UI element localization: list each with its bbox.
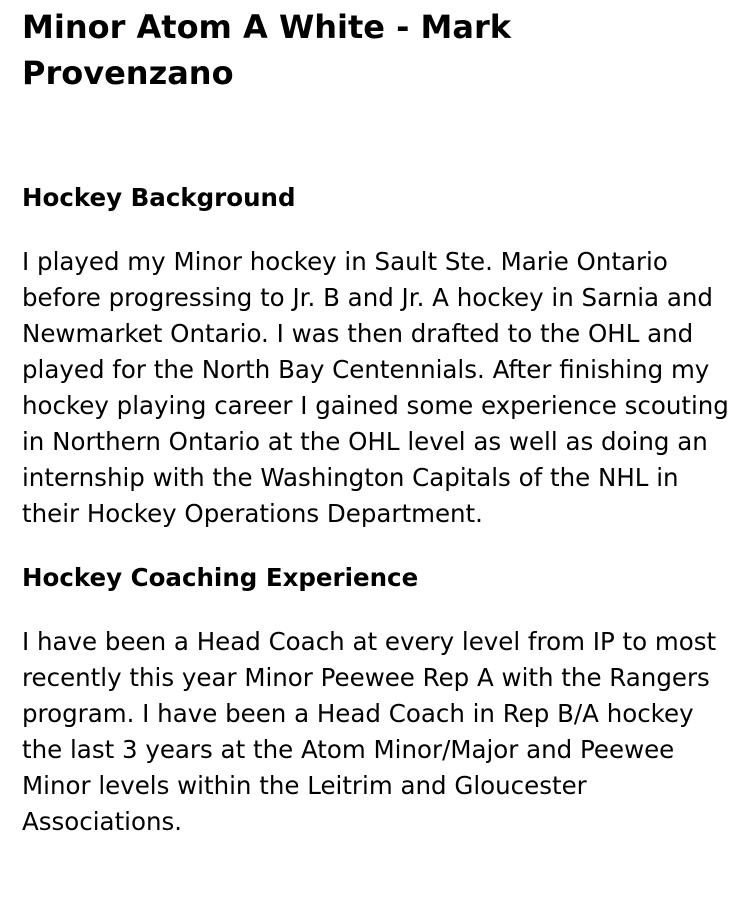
coaching-experience-paragraph: I have been a Head Coach at every level from IP to most recently this year Minor Peewee Rep A with the Rangers program. I have been a Head Coach in Rep B/A hockey the last 3 years at the Atom Minor/Major and Peewee Minor levels within the Leitrim and Gloucester Associations. [22, 627, 717, 836]
page-title: Minor Atom A White - Mark Provenzano [22, 8, 512, 92]
section-heading-hockey-background: Hockey Background [22, 183, 296, 212]
section-heading-coaching-experience: Hockey Coaching Experience [22, 563, 419, 592]
hockey-background-paragraph: I played my Minor hockey in Sault Ste. Marie Ontario before progressing to Jr. B and Jr. A hockey in Sarnia and Newmarket Ontario. I was then drafted to the OHL and played for the North Bay Centennials. After finishing my hockey playing career I gained some experience scouting in Northern Ontario at the OHL level as well as doing an internship with the Washington Capitals of the NHL in their Hockey Operations Department. [22, 247, 729, 528]
